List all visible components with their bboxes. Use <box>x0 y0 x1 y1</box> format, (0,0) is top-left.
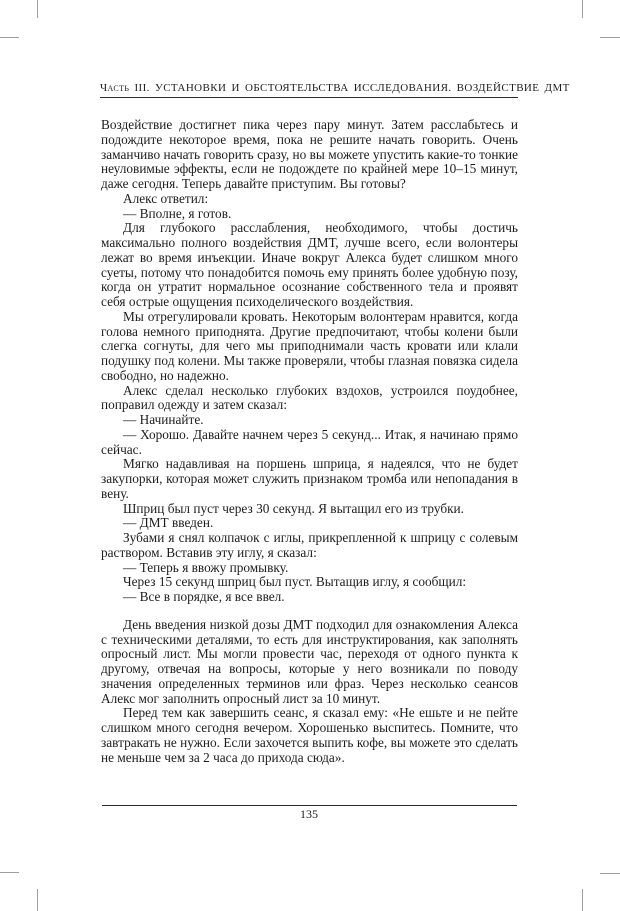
crop-mark <box>37 889 38 911</box>
paragraph: День введения низкой дозы ДМТ подходил для ознакомления Алекса с техническими деталями, то есть для инструктирования, как заполнять опросный лист. Мы могли провести час, переходя от одного пункта к другому, отвечая на вопросы, которые у него возникали по поводу значения определенных терминов или фраз. Через несколько сеансов Алекс мог заполнить опросный лист за 10 минут. <box>101 616 518 706</box>
paragraph: Зубами я снял колпачок с иглы, прикрепленной к шприцу с солевым раствором. Вставив эту иглу, я сказал: <box>101 530 518 560</box>
paragraph: — Начинайте. <box>123 412 204 427</box>
paragraph: Перед тем как завершить сеанс, я сказал ему: «Не ешьте и не пейте слишком много сегодня вечером. Хорошенько выспитесь. Помните, что завтракать не нужно. Если захочется выпить кофе, вы можете это сделать не меньше чем за 2 часа до прихода сюда». <box>101 705 518 765</box>
crop-mark <box>582 0 583 18</box>
running-header <box>100 82 570 98</box>
page-number: 135 <box>300 807 318 821</box>
crop-mark <box>0 872 19 873</box>
crop-mark <box>582 889 583 911</box>
paragraph: Мягко надавливая на поршень шприца, я надеялся, что не будет закупорки, которая может служить признаком тромба или непопадания в вену. <box>101 456 518 501</box>
paragraph: Алекс сделал несколько глубоких вздохов, устроился поудобнее, поправил одежду и затем сказал: <box>101 382 518 413</box>
paragraph: — Вполне, я готов. <box>123 205 232 221</box>
paragraph: — ДМТ введен. <box>123 515 214 531</box>
paragraph: Для глубокого расслабления, необходимого, чтобы достичь максимально полного воздействия ДМТ, лучше всего, если волонтеры лежат во время инъекции. Иначе вокруг Алекса будет слишком много суеты, потому что понадобится помочь ему принять более удобную позу, когда он утратит нормальное осознание собственного тела и проявят себя острые ощущения психоделического воздействия. <box>101 220 518 309</box>
crop-mark <box>0 37 19 38</box>
paragraph: Алекс ответил: <box>123 190 209 206</box>
crop-mark <box>600 37 620 38</box>
paragraph: Через 15 секунд шприц был пуст. Вытащив иглу, я сообщил: <box>123 574 467 590</box>
crop-mark <box>600 873 620 874</box>
paragraph: — Хорошо. Давайте начнем через 5 секунд... Итак, я начинаю прямо сейчас. <box>101 426 518 457</box>
paragraph: — Все в порядке, я все ввел. <box>123 589 285 604</box>
paragraph: Шприц был пуст через 30 секунд. Я вытащил его из трубки. <box>123 500 464 516</box>
paragraph: — Теперь я ввожу промывку. <box>123 559 289 575</box>
crop-mark <box>37 0 38 18</box>
paragraph: Мы отрегулировали кровать. Некоторым волонтерам нравится, когда голова немного приподнята. Другие предпочитают, чтобы колени были слегка согнуты, для чего мы приподнимали часть кровати или клали подушку под колени. Мы также проверяли, чтобы глазная повязка сидела свободно, но надежно. <box>101 308 518 383</box>
running-header-part: Часть III. <box>100 82 150 94</box>
paragraph: Воздействие достигнет пика через пару минут. Затем расслабьтесь и подождите некоторое время, пока не решите начать говорить. Очень заманчиво начать говорить сразу, но вы можете упустить какие-то тонкие неуловимые эффекты, если не подождете по крайней мере 10–15 минут, даже сегодня. Теперь давайте приступим. Вы готовы? <box>101 117 518 191</box>
body-text <box>101 118 518 765</box>
running-header-title: УСТАНОВКИ И ОБСТОЯТЕЛЬСТВА ИССЛЕДОВАНИЯ. ВОЗДЕЙСТВИЕ ДМТ <box>155 82 570 94</box>
